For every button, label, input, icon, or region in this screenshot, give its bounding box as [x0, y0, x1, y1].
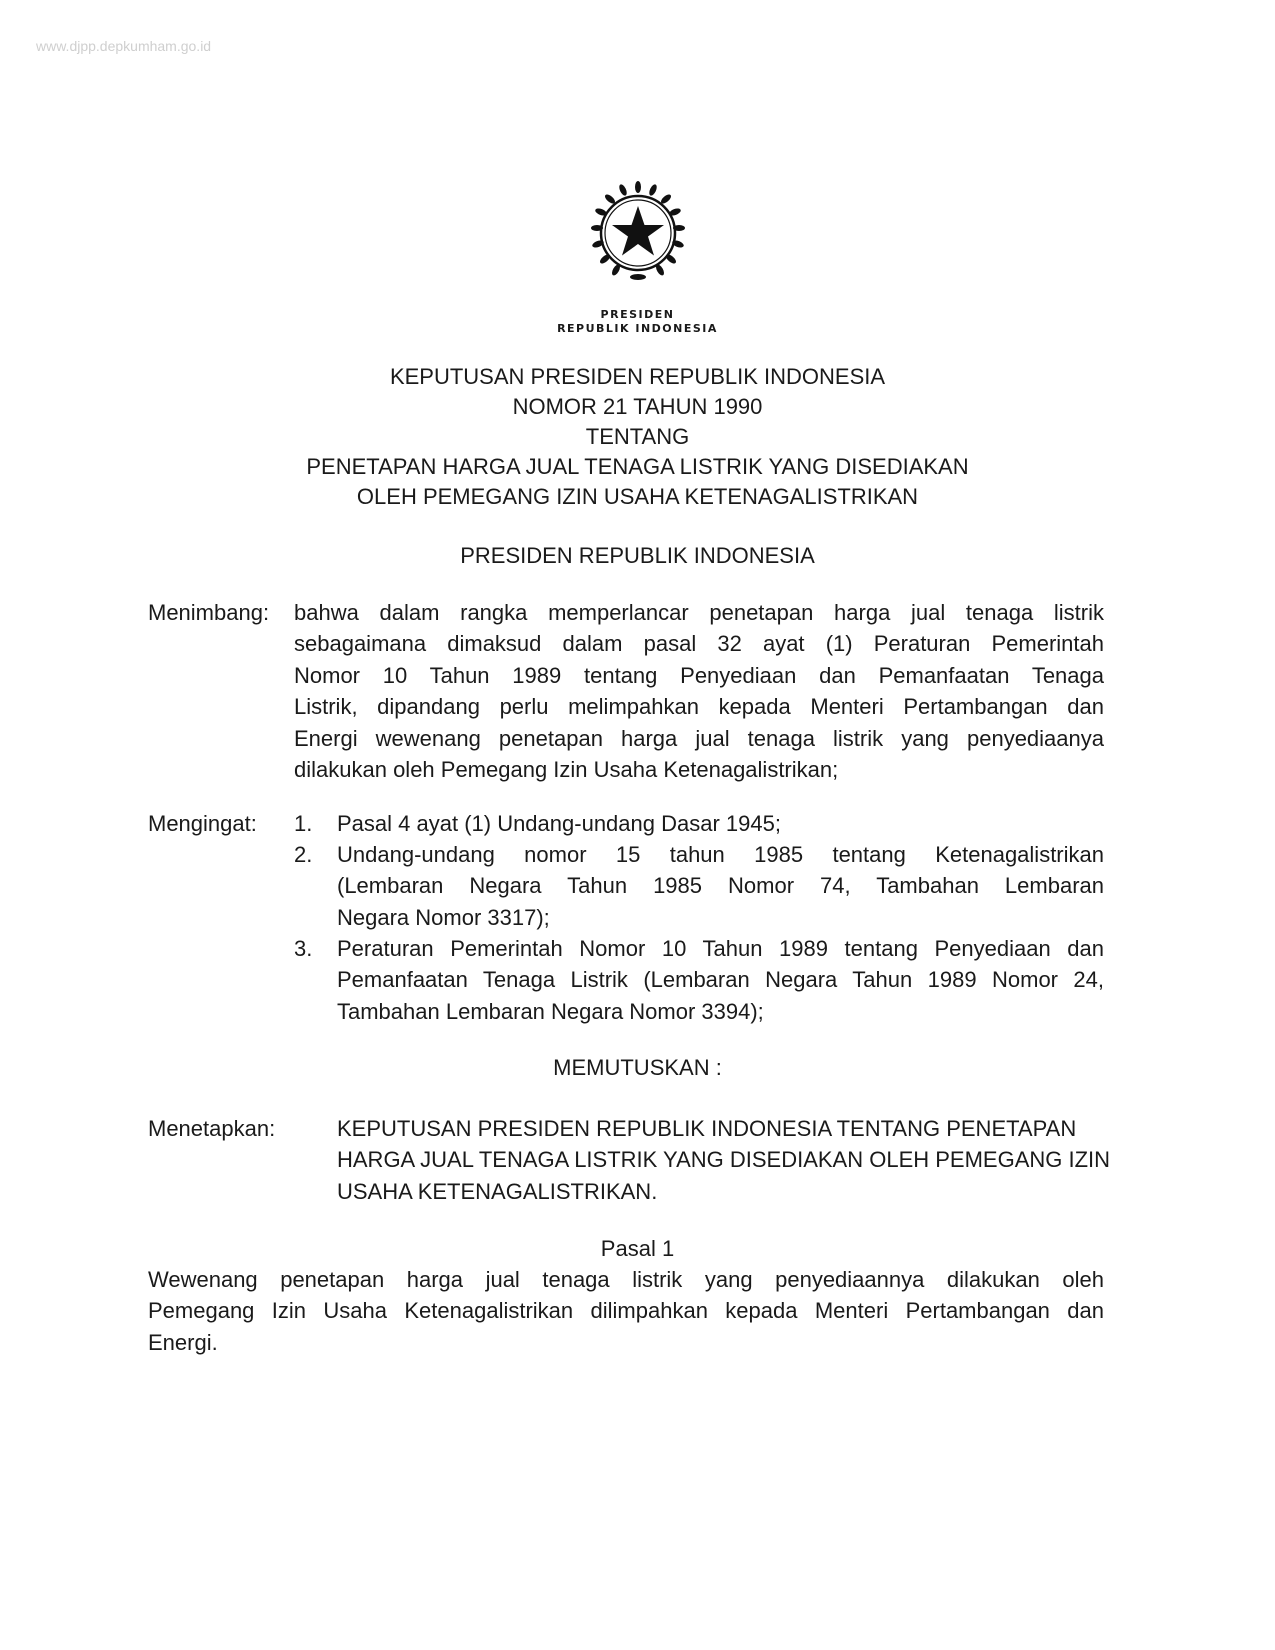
pasal-1-text: [148, 1264, 1104, 1358]
pasal-1-line: Energi.: [148, 1329, 218, 1355]
garuda-star-emblem-icon: [583, 178, 693, 288]
mengingat-line: Peraturan Pemerintah Nomor 10 Tahun 1989 tentang Penyediaan dan: [337, 936, 1104, 961]
emblem-caption-republic: REPUBLIK INDONESIA: [557, 322, 718, 335]
mengingat-line: Tambahan Lembaran Negara Nomor 3394);: [337, 998, 764, 1024]
watermark-url: www.djpp.depkumham.go.id: [36, 38, 212, 54]
mengingat-line: Pasal 4 ayat (1) Undang-undang Dasar 1945;: [337, 811, 781, 836]
emblem-caption-president: PRESIDEN: [600, 308, 675, 321]
mengingat-line: Pemanfaatan Tenaga Listrik (Lembaran Negara Tahun 1989 Nomor 24,: [337, 967, 1104, 993]
menimbang-label: Menimbang:: [148, 600, 270, 625]
mengingat-line: Undang-undang nomor 15 tahun 1985 tentang Ketenagalistrikan: [337, 842, 1104, 867]
title-line-4: PENETAPAN HARGA JUAL TENAGA LISTRIK YANG DISEDIAKAN: [306, 454, 969, 479]
mengingat-item-3: [337, 933, 1104, 1027]
mengingat-item-1: [337, 808, 1104, 839]
menimbang-line: Nomor 10 Tahun 1989 tentang Penyediaan dan Pemanfaatan Tenaga: [294, 662, 1104, 688]
mengingat-item-number: 3.: [294, 936, 313, 961]
menetapkan-line: USAHA KETENAGALISTRIKAN.: [337, 1178, 658, 1204]
menimbang-line: bahwa dalam rangka memperlancar penetapan harga jual tenaga listrik: [294, 600, 1104, 625]
mengingat-line: Negara Nomor 3317);: [337, 904, 550, 930]
menetapkan-text: [337, 1113, 1111, 1207]
title-line-1: KEPUTUSAN PRESIDEN REPUBLIK INDONESIA: [389, 364, 886, 389]
pasal-1-line: Wewenang penetapan harga jual tenaga listrik yang penyediaannya dilakukan oleh: [148, 1267, 1104, 1292]
title-line-5: OLEH PEMEGANG IZIN USAHA KETENAGALISTRIKAN: [356, 484, 919, 509]
emblem-container: [0, 178, 1275, 293]
pasal-1-heading: Pasal 1: [600, 1236, 675, 1261]
mengingat-label: Mengingat:: [148, 811, 257, 836]
pasal-1-line: Pemegang Izin Usaha Ketenagalistrikan dilimpahkan kepada Menteri Pertambangan dan: [148, 1298, 1104, 1324]
president-heading: PRESIDEN REPUBLIK INDONESIA: [460, 543, 815, 568]
mengingat-item-number: 2.: [294, 842, 313, 867]
mengingat-line: (Lembaran Negara Tahun 1985 Nomor 74, Tambahan Lembaran: [337, 873, 1104, 899]
menetapkan-line: KEPUTUSAN PRESIDEN REPUBLIK INDONESIA TENTANG PENETAPAN: [337, 1116, 1077, 1141]
menetapkan-label: Menetapkan:: [148, 1116, 276, 1141]
title-line-3: TENTANG: [585, 424, 690, 449]
menimbang-line: Energi wewenang penetapan harga jual tenaga listrik yang penyediaanya: [294, 725, 1104, 751]
menimbang-line: Listrik, dipandang perlu melimpahkan kepada Menteri Pertambangan dan: [294, 694, 1104, 720]
menimbang-line: sebagaimana dimaksud dalam pasal 32 ayat (1) Peraturan Pemerintah: [294, 631, 1104, 657]
mengingat-item-2: [337, 839, 1104, 933]
memutuskan-heading: MEMUTUSKAN :: [553, 1055, 722, 1080]
mengingat-item-number: 1.: [294, 811, 313, 836]
menimbang-line: dilakukan oleh Pemegang Izin Usaha Ketenagalistrikan;: [294, 756, 839, 782]
title-line-2: NOMOR 21 TAHUN 1990: [512, 394, 763, 419]
menimbang-text: [294, 597, 1104, 785]
menetapkan-line: HARGA JUAL TENAGA LISTRIK YANG DISEDIAKAN OLEH PEMEGANG IZIN: [337, 1147, 1111, 1173]
